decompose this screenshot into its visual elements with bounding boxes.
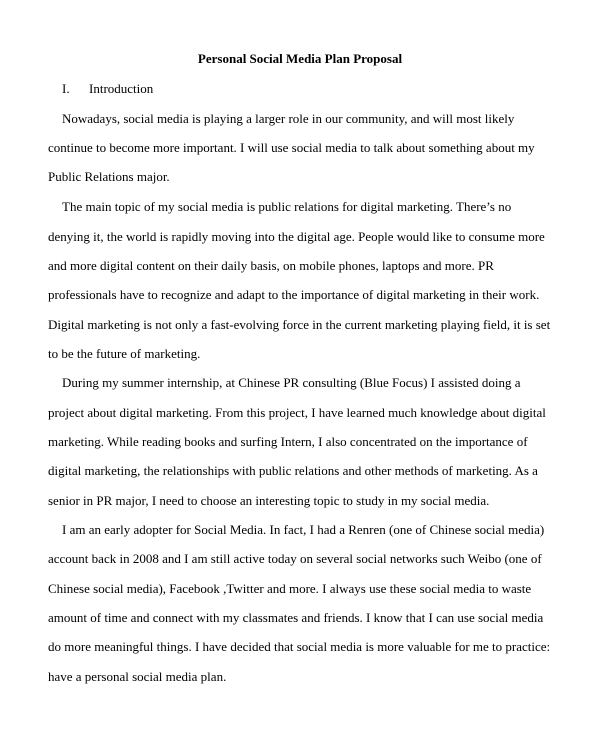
- paragraph-line: project about digital marketing. From this project, I have learned much knowledge about digital: [48, 405, 546, 420]
- paragraph-line: have a personal social media plan.: [48, 669, 227, 684]
- paragraph-line: and more digital content on their daily basis, on mobile phones, laptops and more. PR: [48, 258, 494, 273]
- paragraph-line: senior in PR major, I need to choose an interesting topic to study in my social media.: [48, 493, 490, 508]
- paragraph-line: digital marketing, the relationships with public relations and other methods of marketing. As a: [48, 463, 538, 478]
- paragraph-line: to be the future of marketing.: [48, 346, 201, 361]
- paragraph-line: do more meaningful things. I have decided that social media is more valuable for me to practice:: [48, 639, 551, 654]
- paragraph-line: continue to become more important. I will use social media to talk about something about my: [48, 140, 535, 155]
- paragraph-line: During my summer internship, at Chinese PR consulting (Blue Focus) I assisted doing a: [62, 375, 521, 390]
- paragraph-line: marketing. While reading books and surfing Intern, I also concentrated on the importance of: [48, 434, 528, 449]
- paragraph-line: Digital marketing is not only a fast-evolving force in the current marketing playing field, it is set: [48, 317, 551, 332]
- paragraph-line: The main topic of my social media is public relations for digital marketing. There’s no: [62, 199, 512, 214]
- paragraph-line: professionals have to recognize and adapt to the importance of digital marketing in their work.: [48, 287, 540, 302]
- section-heading: [62, 80, 153, 98]
- paragraph-line: denying it, the world is rapidly moving into the digital age. People would like to consume more: [48, 229, 545, 244]
- document-title: Personal Social Media Plan Proposal: [197, 51, 403, 66]
- section-number: I.: [62, 81, 70, 96]
- paragraph-line: Chinese social media), Facebook ,Twitter and more. I always use these social media to waste: [48, 581, 532, 596]
- paragraph-line: Public Relations major.: [48, 169, 170, 184]
- paragraph-line: Nowadays, social media is playing a larger role in our community, and will most likely: [62, 111, 515, 126]
- paragraph-line: account back in 2008 and I am still active today on several social networks such Weibo (one of: [48, 551, 542, 566]
- paragraph-line: amount of time and connect with my classmates and friends. I know that I can use social media: [48, 610, 544, 625]
- section-title: Introduction: [89, 81, 154, 96]
- paragraph-line: I am an early adopter for Social Media. In fact, I had a Renren (one of Chinese social media): [62, 522, 545, 537]
